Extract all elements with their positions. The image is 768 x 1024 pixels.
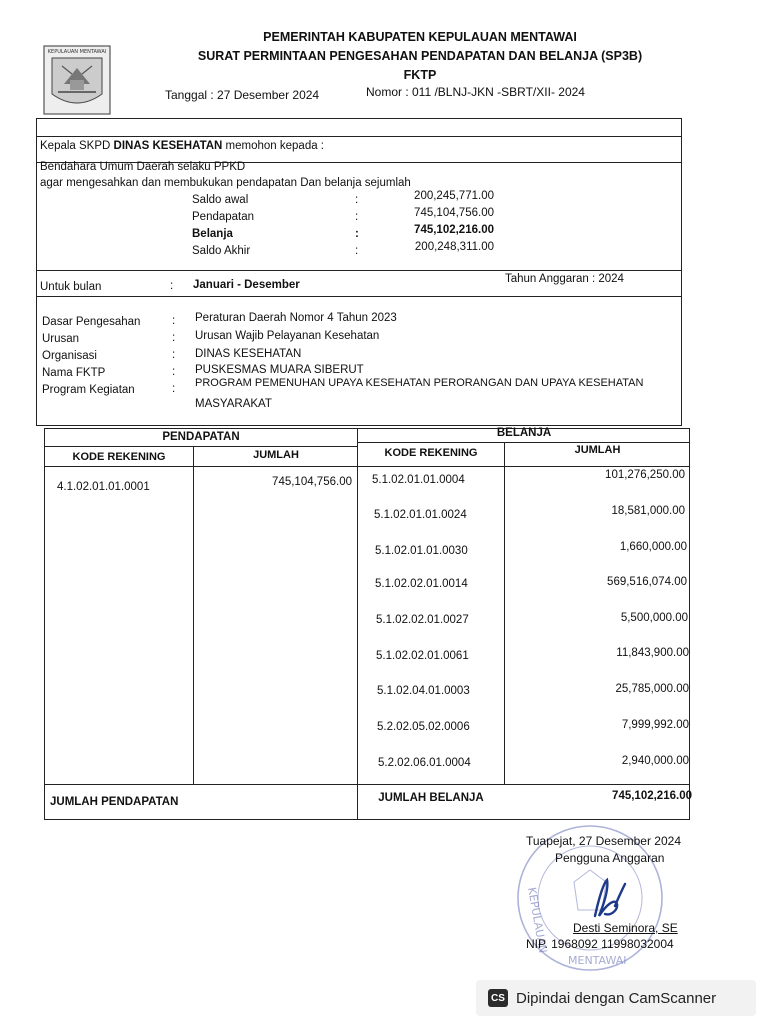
belanja-jumlah: 11,843,900.00 <box>616 647 689 659</box>
detail-value-dasar: Peraturan Daerah Nomor 4 Tahun 2023 <box>195 312 397 324</box>
detail-colon: : <box>172 315 176 327</box>
summary-colon: : <box>355 228 359 240</box>
table-hline <box>44 784 690 785</box>
summary-label-saldo-akhir: Saldo Akhir <box>192 245 251 257</box>
detail-label-organisasi: Organisasi <box>42 350 97 362</box>
detail-value-program: PROGRAM PEMENUHAN UPAYA KESEHATAN PERORANGAN DAN UPAYA KESEHATAN <box>195 377 644 389</box>
intro-line-3: agar mengesahkan dan membukukan pendapatan Dan belanja sejumlah <box>40 177 411 189</box>
regency-logo <box>42 44 112 116</box>
summary-label-belanja: Belanja <box>192 228 233 240</box>
table-vline <box>504 442 505 784</box>
summary-label-saldo-awal: Saldo awal <box>192 194 249 206</box>
total-pendapatan-label: JUMLAH PENDAPATAN <box>50 796 179 808</box>
summary-value-pendapatan: 745,104,756.00 <box>414 207 494 219</box>
handwritten-signature <box>585 876 633 925</box>
belanja-jumlah: 2,940,000.00 <box>621 755 689 767</box>
skpd-name: DINAS KESEHATAN <box>113 140 223 152</box>
stamp-text-bottom: MENTAWAI <box>568 954 627 967</box>
info-divider-4 <box>36 296 682 297</box>
col-jumlah-belanja: JUMLAH <box>574 444 621 456</box>
belanja-jumlah: 25,785,000.00 <box>615 683 689 695</box>
detail-value-urusan: Urusan Wajib Pelayanan Kesehatan <box>195 330 380 342</box>
intro-line-2: Bendahara Umum Daerah selaku PPKD <box>40 161 246 173</box>
tahun-anggaran: Tahun Anggaran : 2024 <box>505 273 624 285</box>
camscanner-label: Dipindai dengan CamScanner <box>516 989 717 1007</box>
belanja-jumlah: 569,516,074.00 <box>607 576 687 588</box>
summary-label-pendapatan: Pendapatan <box>192 211 255 223</box>
pendapatan-kode: 4.1.02.01.01.0001 <box>57 481 150 493</box>
belanja-kode: 5.1.02.02.01.0014 <box>375 578 468 590</box>
summary-value-belanja: 745,102,216.00 <box>414 224 494 236</box>
belanja-jumlah: 101,276,250.00 <box>605 469 685 481</box>
intro-line-1: Kepala SKPD DINAS KESEHATAN memohon kepada : <box>40 140 325 152</box>
camscanner-icon: CS <box>488 989 508 1007</box>
total-belanja-label: JUMLAH BELANJA <box>378 792 484 804</box>
summary-colon: : <box>355 245 359 257</box>
period-label: Untuk bulan <box>40 281 102 293</box>
sign-role: Pengguna Anggaran <box>555 851 665 865</box>
detail-label-fktp: Nama FKTP <box>42 367 106 379</box>
detail-colon: : <box>172 383 176 395</box>
belanja-kode: 5.1.02.01.01.0024 <box>374 509 467 521</box>
detail-colon: : <box>172 366 176 378</box>
table-hline <box>44 446 358 447</box>
col-kode-belanja: KODE REKENING <box>384 447 478 459</box>
belanja-jumlah: 7,999,992.00 <box>621 719 689 731</box>
signer-name: Desti Seminora, SE <box>573 921 678 935</box>
belanja-jumlah: 1,660,000.00 <box>619 541 687 553</box>
total-belanja-value: 745,102,216.00 <box>612 790 692 802</box>
signer-nip: NIP. 1968092 11998032004 <box>526 937 674 951</box>
header-line-2: SURAT PERMINTAAN PENGESAHAN PENDAPATAN DAN BELANJA (SP3B) <box>197 49 643 63</box>
camscanner-watermark <box>476 980 756 1016</box>
header-tanggal: Tanggal : 27 Desember 2024 <box>165 88 320 102</box>
table-vline <box>193 446 194 784</box>
detail-value-fktp: PUSKESMAS MUARA SIBERUT <box>195 364 364 376</box>
summary-value-saldo-akhir: 200,248,311.00 <box>414 241 494 253</box>
detail-colon: : <box>172 349 176 361</box>
period-colon: : <box>170 280 174 292</box>
stamp-text-left: KEPULAUAN <box>525 886 550 955</box>
detail-colon: : <box>172 332 176 344</box>
col-jumlah-pendapatan: JUMLAH <box>253 449 299 461</box>
belanja-kode: 5.1.02.02.01.0061 <box>376 650 469 662</box>
detail-label-urusan: Urusan <box>42 333 80 345</box>
logo-caption: KEPULAUAN MENTAWAI <box>47 49 107 55</box>
summary-colon: : <box>355 194 359 206</box>
header-line-1: PEMERINTAH KABUPATEN KEPULAUAN MENTAWAI <box>263 30 577 44</box>
header-line-3: FKTP <box>403 68 437 82</box>
summary-colon: : <box>355 211 359 223</box>
belanja-header: BELANJA <box>496 427 552 439</box>
info-divider-1 <box>36 136 682 137</box>
period-value: Januari - Desember <box>193 279 300 291</box>
detail-value-program-cont: MASYARAKAT <box>195 398 272 410</box>
pendapatan-header: PENDAPATAN <box>162 431 240 443</box>
belanja-kode: 5.2.02.05.02.0006 <box>377 721 470 733</box>
table-hline <box>358 442 690 443</box>
sign-place-date: Tuapejat, 27 Desember 2024 <box>526 834 681 848</box>
detail-value-organisasi: DINAS KESEHATAN <box>195 348 302 360</box>
belanja-kode: 5.1.02.01.01.0004 <box>372 474 465 486</box>
table-vline <box>357 428 358 820</box>
summary-value-saldo-awal: 200,245,771.00 <box>414 190 494 202</box>
belanja-kode: 5.1.02.04.01.0003 <box>377 685 470 697</box>
pendapatan-jumlah: 745,104,756.00 <box>272 476 352 488</box>
info-divider-3 <box>36 270 682 271</box>
table-hline <box>44 466 690 467</box>
col-kode-pendapatan: KODE REKENING <box>72 451 166 463</box>
header-nomor: Nomor : 011 /BLNJ-JKN -SBRT/XII- 2024 <box>366 85 585 99</box>
belanja-jumlah: 5,500,000.00 <box>620 612 688 624</box>
detail-label-program: Program Kegiatan <box>42 384 135 396</box>
belanja-jumlah: 18,581,000.00 <box>611 505 685 517</box>
belanja-kode: 5.2.02.06.01.0004 <box>378 757 471 769</box>
belanja-kode: 5.1.02.01.01.0030 <box>375 545 468 557</box>
belanja-kode: 5.1.02.02.01.0027 <box>376 614 469 626</box>
detail-label-dasar: Dasar Pengesahan <box>42 316 141 328</box>
